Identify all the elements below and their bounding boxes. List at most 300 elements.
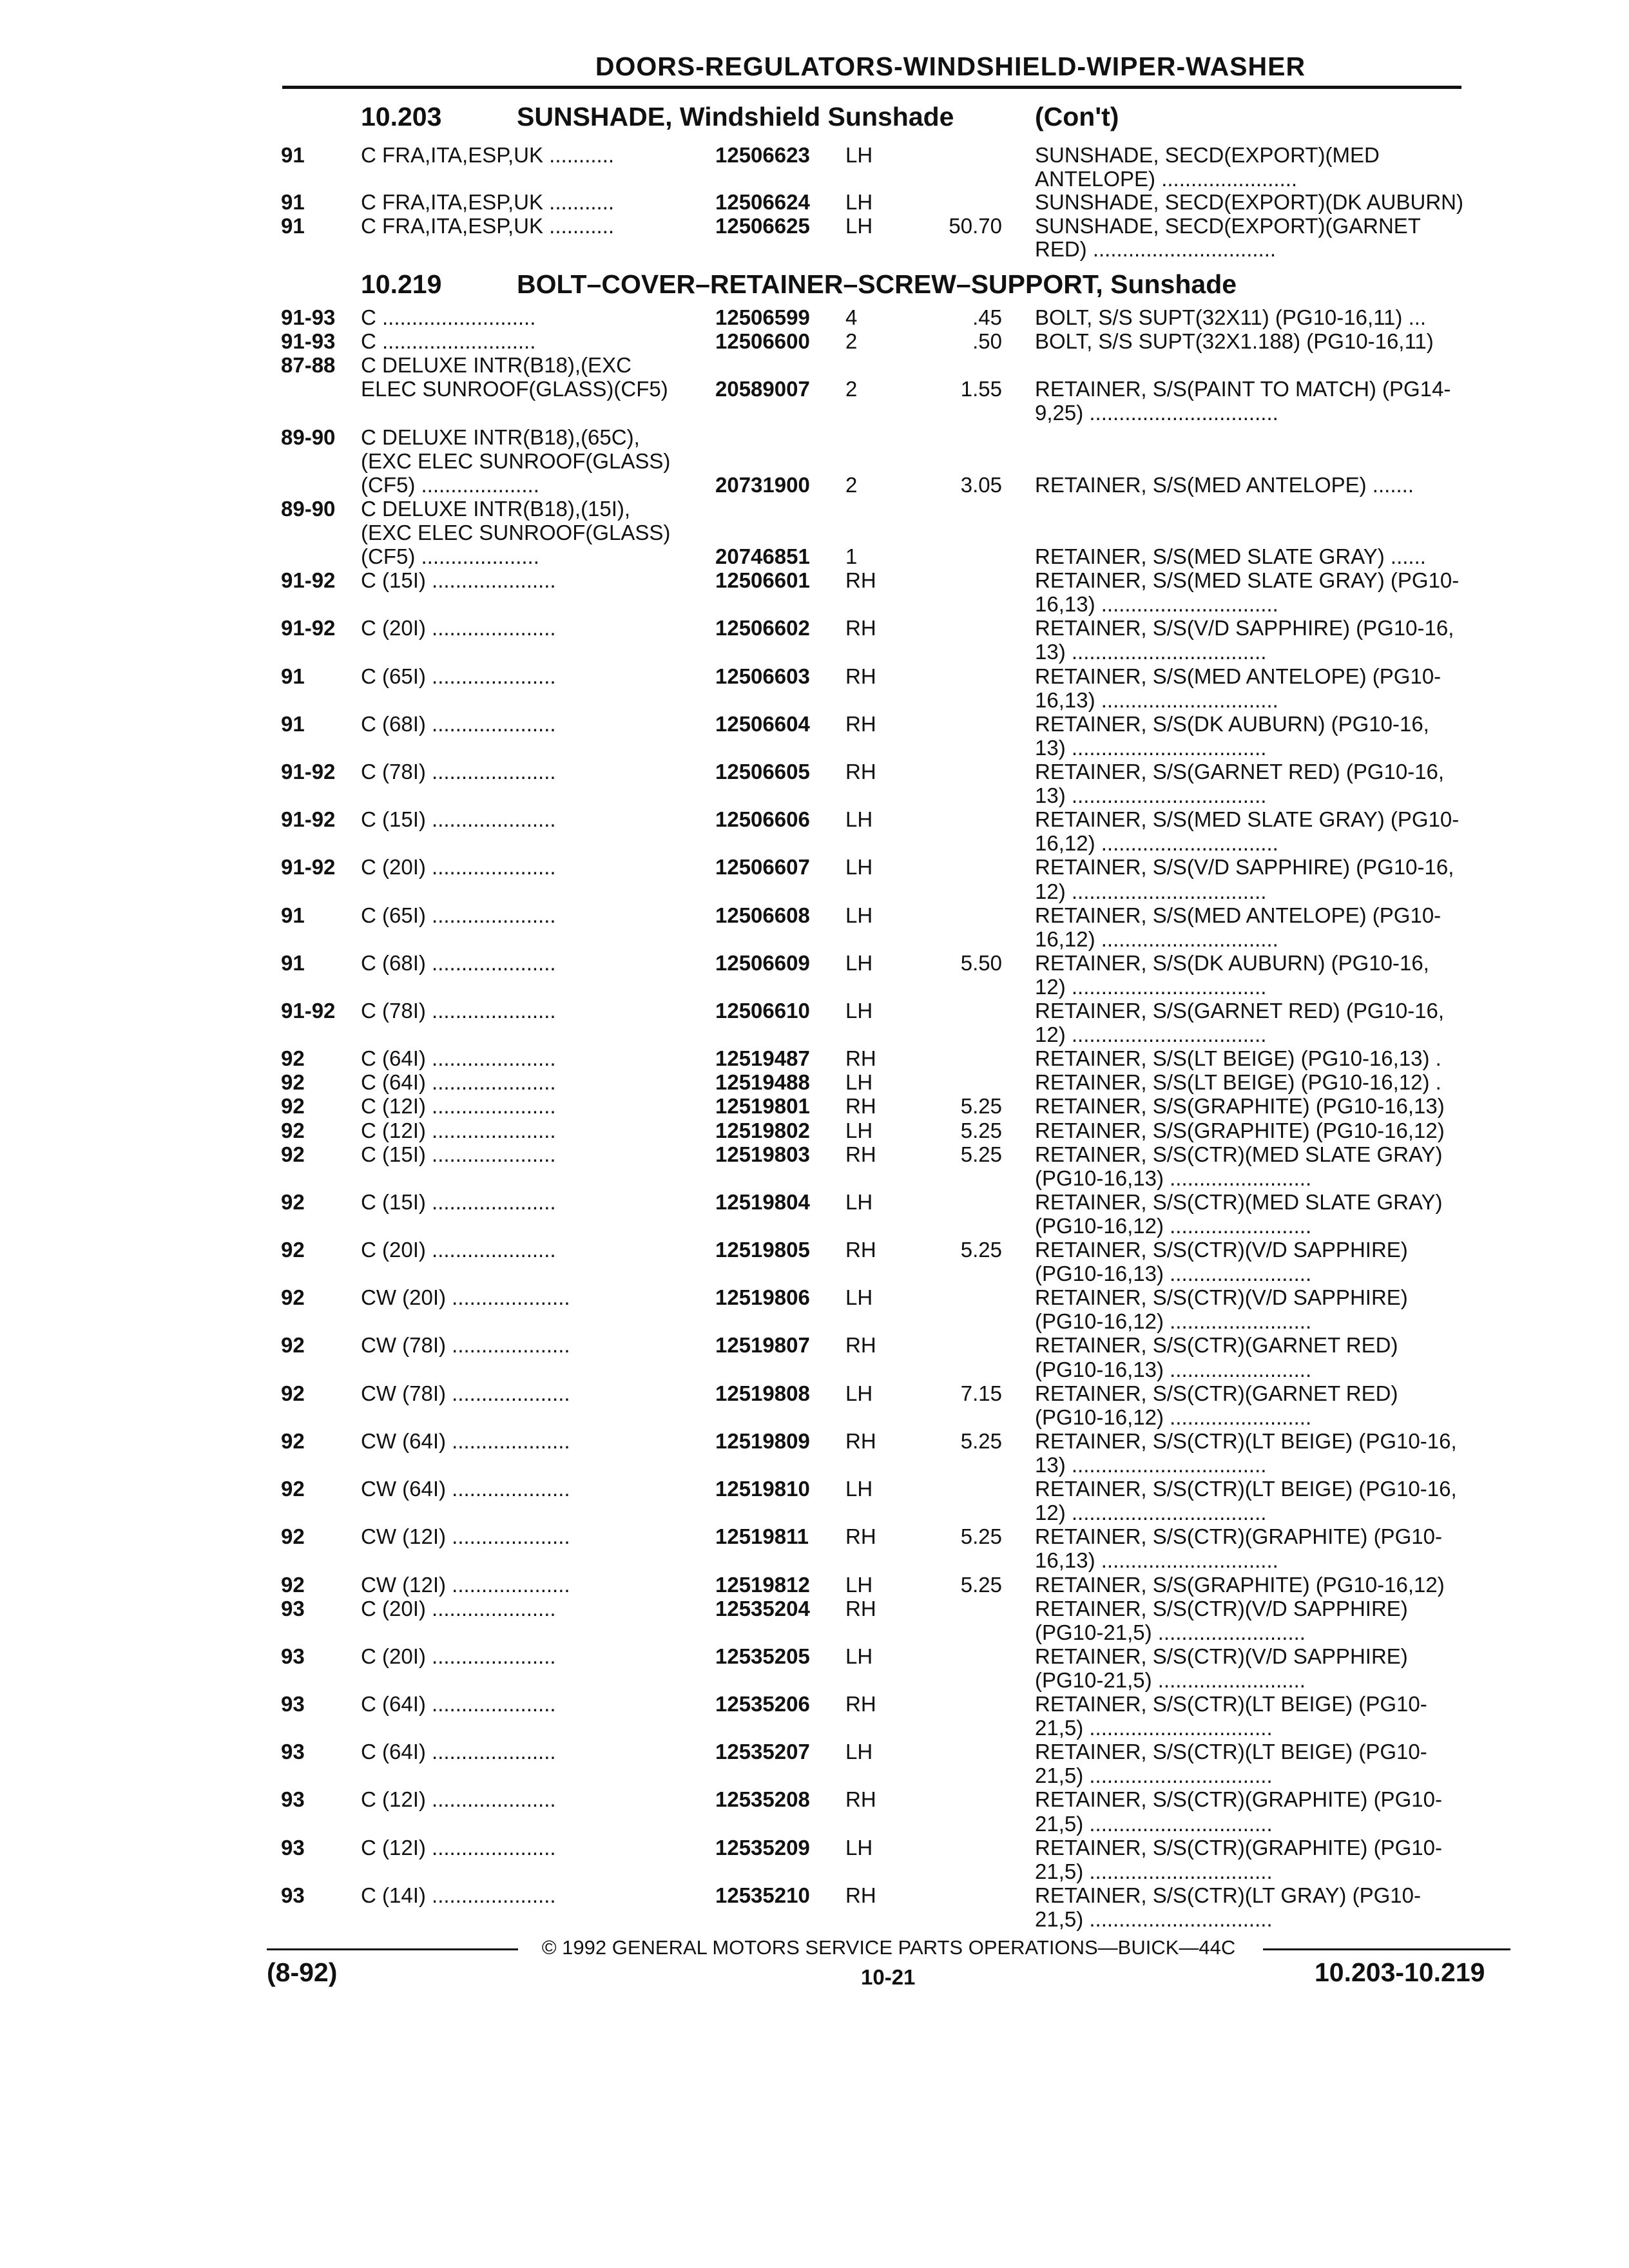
parts-row xyxy=(0,497,1629,521)
row-price: 5.50 xyxy=(960,951,1002,975)
parts-row xyxy=(0,592,1629,616)
parts-row xyxy=(0,1548,1629,1572)
row-app: C (14I) ..................... xyxy=(361,1883,556,1907)
row-desc: 21,5) ............................... xyxy=(1035,1716,1273,1740)
row-part: 12506624 xyxy=(715,190,810,214)
parts-row xyxy=(0,1070,1629,1094)
parts-row xyxy=(0,616,1629,640)
row-qty: RH xyxy=(845,1238,876,1262)
row-price: 5.25 xyxy=(960,1238,1002,1262)
row-yr: 91-93 xyxy=(281,305,336,329)
row-yr: 92 xyxy=(281,1094,305,1118)
parts-row xyxy=(0,1644,1629,1668)
row-app: C (64I) ..................... xyxy=(361,1046,556,1070)
row-yr: 92 xyxy=(281,1477,305,1501)
row-part: 12506610 xyxy=(715,999,810,1023)
row-yr: 93 xyxy=(281,1597,305,1620)
footer-page-number: 10-21 xyxy=(861,1965,916,1989)
row-desc: 13) ................................. xyxy=(1035,1453,1267,1477)
row-app: C (12I) ..................... xyxy=(361,1094,556,1118)
parts-row xyxy=(0,1620,1629,1644)
row-qty: 2 xyxy=(845,329,858,353)
footer-rule-right xyxy=(1263,1948,1510,1950)
parts-row xyxy=(0,353,1629,377)
row-price: 50.70 xyxy=(949,214,1002,238)
page-title: DOORS-REGULATORS-WINDSHIELD-WIPER-WASHER xyxy=(595,52,1306,81)
parts-row xyxy=(0,1309,1629,1333)
row-yr: 89-90 xyxy=(281,497,336,521)
row-desc: RETAINER, S/S(CTR)(V/D SAPPHIRE) xyxy=(1035,1597,1408,1620)
parts-row xyxy=(0,329,1629,353)
row-price: 5.25 xyxy=(960,1119,1002,1142)
row-desc: RETAINER, S/S(CTR)(MED SLATE GRAY) xyxy=(1035,1142,1443,1166)
row-app: CW (12I) .................... xyxy=(361,1524,570,1548)
parts-row xyxy=(0,688,1629,712)
row-yr: 92 xyxy=(281,1381,305,1405)
header-rule xyxy=(282,86,1461,89)
parts-row xyxy=(0,1836,1629,1860)
row-app: C (64I) ..................... xyxy=(361,1692,556,1716)
parts-row xyxy=(0,1524,1629,1548)
row-desc: RETAINER, S/S(CTR)(LT BEIGE) (PG10- xyxy=(1035,1740,1427,1763)
row-yr: 92 xyxy=(281,1333,305,1357)
row-part: 12519488 xyxy=(715,1070,810,1094)
row-app: C FRA,ITA,ESP,UK ........... xyxy=(361,214,615,238)
row-yr: 93 xyxy=(281,1740,305,1763)
parts-row xyxy=(0,831,1629,855)
parts-row xyxy=(0,1429,1629,1453)
row-desc: ANTELOPE) ....................... xyxy=(1035,167,1298,191)
row-qty: RH xyxy=(845,1333,876,1357)
row-part: 12506599 xyxy=(715,305,810,329)
row-desc: RETAINER, S/S(GARNET RED) (PG10-16, xyxy=(1035,999,1445,1023)
row-yr: 93 xyxy=(281,1644,305,1668)
parts-row xyxy=(0,736,1629,760)
row-part: 12506600 xyxy=(715,329,810,353)
section-continued: (Con't) xyxy=(1035,102,1119,131)
footer-rule-left xyxy=(267,1948,518,1950)
row-qty: RH xyxy=(845,1429,876,1453)
parts-row xyxy=(0,1405,1629,1429)
row-part: 12519804 xyxy=(715,1190,810,1214)
row-part: 12535205 xyxy=(715,1644,810,1668)
parts-row xyxy=(0,1907,1629,1931)
row-qty: LH xyxy=(845,951,873,975)
row-part: 20589007 xyxy=(715,377,810,401)
parts-row xyxy=(0,449,1629,473)
row-desc: RETAINER, S/S(MED SLATE GRAY) (PG10- xyxy=(1035,568,1460,592)
row-part: 12506602 xyxy=(715,616,810,640)
row-part: 20746851 xyxy=(715,544,810,568)
parts-row xyxy=(0,1023,1629,1046)
row-yr: 91 xyxy=(281,903,305,927)
row-desc: SUNSHADE, SECD(EXPORT)(GARNET xyxy=(1035,214,1421,238)
row-desc: BOLT, S/S SUPT(32X1.188) (PG10-16,11) xyxy=(1035,329,1434,353)
row-app: C DELUXE INTR(B18),(15I), xyxy=(361,497,631,521)
row-desc: BOLT, S/S SUPT(32X11) (PG10-16,11) ... xyxy=(1035,305,1427,329)
row-part: 12535207 xyxy=(715,1740,810,1763)
row-yr: 91-92 xyxy=(281,999,336,1023)
row-app: ELEC SUNROOF(GLASS)(CF5) xyxy=(361,377,668,401)
row-desc: (PG10-16,13) ........................ xyxy=(1035,1262,1312,1285)
parts-row xyxy=(0,1740,1629,1763)
row-desc: RETAINER, S/S(CTR)(V/D SAPPHIRE) xyxy=(1035,1238,1408,1262)
row-qty: RH xyxy=(845,664,876,688)
row-price: 5.25 xyxy=(960,1524,1002,1548)
row-qty: RH xyxy=(845,1597,876,1620)
row-qty: LH xyxy=(845,1190,873,1214)
footer-date: (8-92) xyxy=(267,1957,338,1987)
row-app: C (20I) ..................... xyxy=(361,1644,556,1668)
row-desc: RETAINER, S/S(CTR)(LT GRAY) (PG10- xyxy=(1035,1883,1421,1907)
row-qty: RH xyxy=(845,1692,876,1716)
parts-row xyxy=(0,568,1629,592)
row-qty: LH xyxy=(845,143,873,167)
parts-row xyxy=(0,214,1629,238)
parts-row xyxy=(0,1860,1629,1883)
parts-row xyxy=(0,1453,1629,1477)
row-price: .45 xyxy=(972,305,1002,329)
row-part: 12519801 xyxy=(715,1094,810,1118)
row-app: C (20I) ..................... xyxy=(361,1597,556,1620)
row-part: 12519809 xyxy=(715,1429,810,1453)
row-yr: 91-92 xyxy=(281,760,336,783)
row-part: 12519487 xyxy=(715,1046,810,1070)
row-qty: LH xyxy=(845,1070,873,1094)
row-app: C FRA,ITA,ESP,UK ........... xyxy=(361,190,615,214)
parts-row xyxy=(0,1381,1629,1405)
row-app: C (68I) ..................... xyxy=(361,951,556,975)
parts-row xyxy=(0,237,1629,261)
row-qty: LH xyxy=(845,855,873,879)
row-yr: 93 xyxy=(281,1836,305,1860)
row-desc: SUNSHADE, SECD(EXPORT)(DK AUBURN) xyxy=(1035,190,1463,214)
row-part: 12519805 xyxy=(715,1238,810,1262)
row-app: CW (78I) .................... xyxy=(361,1333,570,1357)
row-qty: LH xyxy=(845,190,873,214)
row-app: C (78I) ..................... xyxy=(361,999,556,1023)
row-app: C .......................... xyxy=(361,329,536,353)
row-app: C (15I) ..................... xyxy=(361,807,556,831)
row-desc: RETAINER, S/S(GARNET RED) (PG10-16, xyxy=(1035,760,1445,783)
parts-row xyxy=(0,1692,1629,1716)
parts-row xyxy=(0,1477,1629,1501)
row-price: 7.15 xyxy=(960,1381,1002,1405)
parts-row xyxy=(0,190,1629,214)
row-part: 12506607 xyxy=(715,855,810,879)
row-qty: LH xyxy=(845,1381,873,1405)
row-desc: RETAINER, S/S(MED ANTELOPE) (PG10- xyxy=(1035,664,1441,688)
row-desc: (PG10-16,12) ........................ xyxy=(1035,1309,1312,1333)
parts-row xyxy=(0,1358,1629,1381)
row-part: 12506604 xyxy=(715,712,810,736)
row-price: 5.25 xyxy=(960,1573,1002,1597)
row-qty: RH xyxy=(845,760,876,783)
row-yr: 93 xyxy=(281,1787,305,1811)
parts-row xyxy=(0,1812,1629,1836)
row-qty: RH xyxy=(845,1524,876,1548)
row-desc: RETAINER, S/S(MED SLATE GRAY) ...... xyxy=(1035,544,1426,568)
row-part: 12519810 xyxy=(715,1477,810,1501)
parts-row xyxy=(0,1883,1629,1907)
section-number: 10.219 xyxy=(361,269,442,299)
row-desc: 12) ................................. xyxy=(1035,975,1267,999)
row-qty: LH xyxy=(845,1836,873,1860)
parts-row xyxy=(0,1046,1629,1070)
row-qty: LH xyxy=(845,1477,873,1501)
parts-row xyxy=(0,1716,1629,1740)
row-desc: 12) ................................. xyxy=(1035,1501,1267,1524)
row-qty: 1 xyxy=(845,544,858,568)
row-app: C (20I) ..................... xyxy=(361,616,556,640)
row-part: 12519812 xyxy=(715,1573,810,1597)
row-qty: RH xyxy=(845,1094,876,1118)
row-yr: 92 xyxy=(281,1046,305,1070)
row-desc: RETAINER, S/S(DK AUBURN) (PG10-16, xyxy=(1035,951,1429,975)
parts-row xyxy=(0,544,1629,568)
parts-row xyxy=(0,879,1629,903)
row-yr: 91 xyxy=(281,951,305,975)
parts-row xyxy=(0,903,1629,927)
parts-row xyxy=(0,1238,1629,1262)
row-desc: RETAINER, S/S(CTR)(LT BEIGE) (PG10-16, xyxy=(1035,1477,1457,1501)
parts-row xyxy=(0,401,1629,425)
row-desc: RETAINER, S/S(GRAPHITE) (PG10-16,12) xyxy=(1035,1119,1445,1142)
row-app: CW (12I) .................... xyxy=(361,1573,570,1597)
row-yr: 92 xyxy=(281,1285,305,1309)
row-qty: RH xyxy=(845,712,876,736)
row-desc: RETAINER, S/S(CTR)(GRAPHITE) (PG10- xyxy=(1035,1836,1442,1860)
row-desc: (PG10-16,12) ........................ xyxy=(1035,1214,1312,1238)
row-desc: RETAINER, S/S(CTR)(GRAPHITE) (PG10- xyxy=(1035,1524,1442,1548)
row-part: 12519811 xyxy=(715,1524,809,1548)
row-qty: 4 xyxy=(845,305,858,329)
row-part: 12535209 xyxy=(715,1836,810,1860)
row-yr: 93 xyxy=(281,1883,305,1907)
parts-row xyxy=(0,640,1629,664)
row-yr: 92 xyxy=(281,1190,305,1214)
row-price: 1.55 xyxy=(960,377,1002,401)
row-app: C (68I) ..................... xyxy=(361,712,556,736)
row-yr: 91-92 xyxy=(281,616,336,640)
row-desc: 16,13) .............................. xyxy=(1035,1548,1278,1572)
row-yr: 92 xyxy=(281,1070,305,1094)
row-qty: LH xyxy=(845,903,873,927)
row-qty: RH xyxy=(845,1883,876,1907)
row-yr: 91-93 xyxy=(281,329,336,353)
row-app: C (65I) ..................... xyxy=(361,664,556,688)
row-desc: RETAINER, S/S(CTR)(LT BEIGE) (PG10- xyxy=(1035,1692,1427,1716)
row-desc: RED) ............................... xyxy=(1035,237,1277,261)
row-app: C .......................... xyxy=(361,305,536,329)
row-part: 12519808 xyxy=(715,1381,810,1405)
row-desc: (PG10-16,12) ........................ xyxy=(1035,1405,1312,1429)
section-title: SUNSHADE, Windshield Sunshade xyxy=(517,102,954,131)
parts-row xyxy=(0,1501,1629,1524)
row-desc: RETAINER, S/S(CTR)(MED SLATE GRAY) xyxy=(1035,1190,1443,1214)
row-app: C (64I) ..................... xyxy=(361,1740,556,1763)
row-desc: RETAINER, S/S(V/D SAPPHIRE) (PG10-16, xyxy=(1035,855,1454,879)
row-qty: LH xyxy=(845,1740,873,1763)
row-yr: 91 xyxy=(281,190,305,214)
row-desc: (PG10-16,13) ........................ xyxy=(1035,1358,1312,1381)
row-part: 12506603 xyxy=(715,664,810,688)
row-desc: 16,12) .............................. xyxy=(1035,927,1278,951)
row-part: 12519807 xyxy=(715,1333,810,1357)
row-yr: 87-88 xyxy=(281,353,336,377)
row-app: C DELUXE INTR(B18),(65C), xyxy=(361,425,640,449)
row-desc: RETAINER, S/S(PAINT TO MATCH) (PG14- xyxy=(1035,377,1451,401)
parts-row xyxy=(0,377,1629,401)
row-desc: 21,5) ............................... xyxy=(1035,1763,1273,1787)
parts-row xyxy=(0,473,1629,497)
row-qty: RH xyxy=(845,1787,876,1811)
row-yr: 93 xyxy=(281,1692,305,1716)
row-price: .50 xyxy=(972,329,1002,353)
row-yr: 92 xyxy=(281,1142,305,1166)
row-price: 5.25 xyxy=(960,1429,1002,1453)
row-desc: 13) ................................. xyxy=(1035,736,1267,760)
row-desc: RETAINER, S/S(CTR)(V/D SAPPHIRE) xyxy=(1035,1285,1408,1309)
row-app: C (12I) ..................... xyxy=(361,1836,556,1860)
row-desc: RETAINER, S/S(MED ANTELOPE) (PG10- xyxy=(1035,903,1441,927)
row-qty: LH xyxy=(845,1119,873,1142)
row-desc: (PG10-16,13) ........................ xyxy=(1035,1166,1312,1190)
parts-row xyxy=(0,1119,1629,1142)
row-part: 12506606 xyxy=(715,807,810,831)
parts-row xyxy=(0,1166,1629,1190)
parts-row xyxy=(0,167,1629,191)
row-app: (EXC ELEC SUNROOF(GLASS) xyxy=(361,521,671,544)
parts-row xyxy=(0,927,1629,951)
parts-row xyxy=(0,1787,1629,1811)
row-yr: 91 xyxy=(281,664,305,688)
row-part: 12535206 xyxy=(715,1692,810,1716)
parts-row xyxy=(0,855,1629,879)
row-app: C FRA,ITA,ESP,UK ........... xyxy=(361,143,615,167)
parts-row xyxy=(0,807,1629,831)
row-desc: RETAINER, S/S(LT BEIGE) (PG10-16,12) . xyxy=(1035,1070,1441,1094)
row-app: (CF5) .................... xyxy=(361,544,539,568)
row-desc: 13) ................................. xyxy=(1035,783,1267,807)
row-desc: RETAINER, S/S(LT BEIGE) (PG10-16,13) . xyxy=(1035,1046,1441,1070)
row-desc: 9,25) ................................ xyxy=(1035,401,1278,425)
row-part: 12506605 xyxy=(715,760,810,783)
row-yr: 92 xyxy=(281,1429,305,1453)
row-app: CW (64I) .................... xyxy=(361,1429,570,1453)
parts-row xyxy=(0,951,1629,975)
row-part: 12506625 xyxy=(715,214,810,238)
row-app: C (12I) ..................... xyxy=(361,1119,556,1142)
row-app: C (15I) ..................... xyxy=(361,1190,556,1214)
row-qty: RH xyxy=(845,568,876,592)
row-yr: 92 xyxy=(281,1573,305,1597)
parts-row xyxy=(0,1763,1629,1787)
parts-row xyxy=(0,425,1629,449)
row-yr: 91 xyxy=(281,143,305,167)
row-app: C (64I) ..................... xyxy=(361,1070,556,1094)
row-yr: 91-92 xyxy=(281,807,336,831)
row-yr: 92 xyxy=(281,1119,305,1142)
parts-row xyxy=(0,1190,1629,1214)
row-app: C (12I) ..................... xyxy=(361,1787,556,1811)
row-desc: RETAINER, S/S(MED SLATE GRAY) (PG10- xyxy=(1035,807,1460,831)
parts-row xyxy=(0,712,1629,736)
row-desc: RETAINER, S/S(GRAPHITE) (PG10-16,12) xyxy=(1035,1573,1445,1597)
footer-copyright: © 1992 GENERAL MOTORS SERVICE PARTS OPERATIONS—BUICK—44C xyxy=(541,1936,1236,1959)
section-title: BOLT–COVER–RETAINER–SCREW–SUPPORT, Sunshade xyxy=(517,269,1237,299)
row-desc: RETAINER, S/S(CTR)(GARNET RED) xyxy=(1035,1333,1398,1357)
parts-row xyxy=(0,305,1629,329)
parts-row xyxy=(0,521,1629,544)
row-app: C (20I) ..................... xyxy=(361,855,556,879)
row-qty: LH xyxy=(845,807,873,831)
row-qty: 2 xyxy=(845,473,858,497)
row-yr: 91-92 xyxy=(281,568,336,592)
row-app: C (78I) ..................... xyxy=(361,760,556,783)
row-desc: (PG10-21,5) ......................... xyxy=(1035,1668,1306,1692)
row-app: (CF5) .................... xyxy=(361,473,539,497)
parts-row xyxy=(0,1285,1629,1309)
parts-row xyxy=(0,760,1629,783)
parts-row xyxy=(0,1668,1629,1692)
parts-row xyxy=(0,1262,1629,1285)
row-desc: RETAINER, S/S(CTR)(GARNET RED) xyxy=(1035,1381,1398,1405)
row-desc: RETAINER, S/S(MED ANTELOPE) ....... xyxy=(1035,473,1414,497)
parts-row xyxy=(0,999,1629,1023)
row-desc: RETAINER, S/S(DK AUBURN) (PG10-16, xyxy=(1035,712,1429,736)
row-desc: SUNSHADE, SECD(EXPORT)(MED xyxy=(1035,143,1380,167)
parts-row xyxy=(0,1333,1629,1357)
row-qty: LH xyxy=(845,1285,873,1309)
row-part: 12506623 xyxy=(715,143,810,167)
row-qty: LH xyxy=(845,214,873,238)
row-desc: 16,12) .............................. xyxy=(1035,831,1278,855)
row-qty: LH xyxy=(845,1573,873,1597)
parts-row xyxy=(0,783,1629,807)
row-price: 5.25 xyxy=(960,1094,1002,1118)
parts-row xyxy=(0,1142,1629,1166)
row-yr: 92 xyxy=(281,1238,305,1262)
parts-row xyxy=(0,975,1629,999)
row-app: C (15I) ..................... xyxy=(361,1142,556,1166)
row-qty: RH xyxy=(845,1142,876,1166)
row-part: 20731900 xyxy=(715,473,810,497)
section-number: 10.203 xyxy=(361,102,442,131)
parts-row xyxy=(0,1573,1629,1597)
parts-row xyxy=(0,1597,1629,1620)
row-desc: RETAINER, S/S(CTR)(V/D SAPPHIRE) xyxy=(1035,1644,1408,1668)
row-price: 5.25 xyxy=(960,1142,1002,1166)
row-desc: 21,5) ............................... xyxy=(1035,1812,1273,1836)
parts-row xyxy=(0,1214,1629,1238)
row-yr: 89-90 xyxy=(281,425,336,449)
row-part: 12519803 xyxy=(715,1142,810,1166)
row-qty: RH xyxy=(845,616,876,640)
parts-row xyxy=(0,664,1629,688)
row-qty: RH xyxy=(845,1046,876,1070)
row-app: C (15I) ..................... xyxy=(361,568,556,592)
row-part: 12506608 xyxy=(715,903,810,927)
row-part: 12519802 xyxy=(715,1119,810,1142)
row-yr: 92 xyxy=(281,1524,305,1548)
parts-row xyxy=(0,143,1629,167)
row-desc: (PG10-21,5) ......................... xyxy=(1035,1620,1306,1644)
row-desc: 16,13) .............................. xyxy=(1035,592,1278,616)
row-yr: 91 xyxy=(281,712,305,736)
row-app: C DELUXE INTR(B18),(EXC xyxy=(361,353,631,377)
row-desc: RETAINER, S/S(V/D SAPPHIRE) (PG10-16, xyxy=(1035,616,1454,640)
